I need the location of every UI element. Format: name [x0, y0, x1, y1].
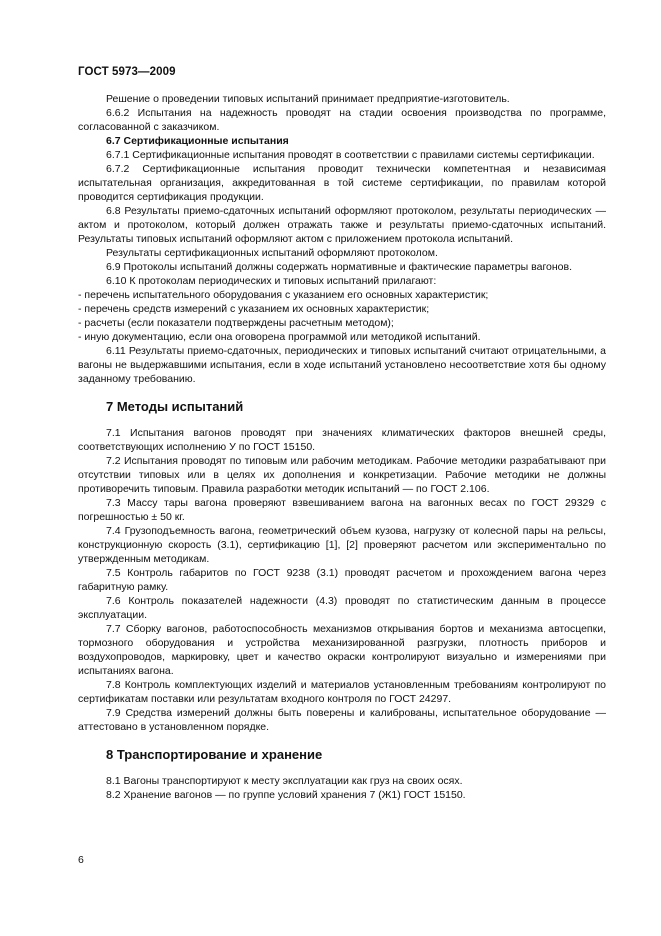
- paragraph: 8.2 Хранение вагонов — по группе условий хранения 7 (Ж1) ГОСТ 15150.: [106, 789, 466, 801]
- paragraph: 7.7 Сборку вагонов, работоспособность механизмов открывания бортов и механизма автосцепки, тормозного оборудования и устройства механизированной разгрузки, плотность приборов и воздухопроводов, маркировку, цвет и качество окраски контролируют визуально и измерениями при испытаниях вагона.: [78, 623, 606, 677]
- subsection-heading: 6.7 Сертификационные испытания: [106, 135, 289, 147]
- paragraph: 7.3 Массу тары вагона проверяют взвешиванием вагона на вагонных весах по ГОСТ 29329 с погрешностью ± 50 кг.: [78, 497, 606, 523]
- paragraph: 6.7.1 Сертификационные испытания проводят в соответствии с правилами системы сертификации.: [106, 149, 595, 161]
- section-7-title: 7 Методы испытаний: [106, 399, 244, 414]
- paragraph: Решение о проведении типовых испытаний принимает предприятие-изготовитель.: [106, 93, 510, 105]
- paragraph: 8.1 Вагоны транспортируют к месту эксплуатации как груз на своих осях.: [106, 775, 463, 787]
- paragraph: 7.8 Контроль комплектующих изделий и материалов установленным требованиям контролируют по сертификатам поставки или результатам входного контроля по ГОСТ 24297.: [78, 679, 606, 705]
- list-item: - перечень средств измерений с указанием их основных характеристик;: [78, 303, 430, 315]
- paragraph: 6.8 Результаты приемо-сдаточных испытаний оформляют протоколом, результаты периодических — актом и протоколом, который должен отражать также и результаты приемо-сдаточных испытаний. Результаты типовых испытаний оформляют актом с приложением протокола испытаний.: [78, 205, 606, 245]
- paragraph: 6.11 Результаты приемо-сдаточных, периодических и типовых испытаний считают отрицательными, а вагоны не выдержавшими испытания, если в ходе испытаний установлено несоответствие хотя бы одному заданному требованию.: [78, 345, 606, 385]
- paragraph: 7.1 Испытания вагонов проводят при значениях климатических факторов внешней среды, соответствующих исполнению У по ГОСТ 15150.: [78, 427, 606, 453]
- paragraph: 7.9 Средства измерений должны быть поверены и калиброваны, испытательное оборудование — аттестовано в установленном порядке.: [78, 707, 606, 733]
- section-8-title: 8 Транспортирование и хранение: [106, 747, 323, 762]
- paragraph: 7.2 Испытания проводят по типовым или рабочим методикам. Рабочие методики разрабатывают при отсутствии типовых или в целях их дополнения и конкретизации. Рабочие методики не должны противоречить типовым. Правила разработки методик испытаний — по ГОСТ 2.106.: [78, 455, 606, 495]
- paragraph: 6.6.2 Испытания на надежность проводят на стадии освоения производства по программе, согласованной с заказчиком.: [78, 107, 606, 133]
- paragraph: 6.7.2 Сертификационные испытания проводит технически компетентная и независимая испытательная организация, аккредитованная в той системе сертификации, по правилам которой проводится сертификация продукции.: [78, 163, 606, 203]
- paragraph: 6.9 Протоколы испытаний должны содержать нормативные и фактические параметры вагонов.: [106, 261, 573, 273]
- page-number: 6: [78, 854, 84, 866]
- paragraph: Результаты сертификационных испытаний оформляют протоколом.: [106, 247, 438, 259]
- list-item: - иную документацию, если она оговорена программой или методикой испытаний.: [78, 331, 481, 343]
- document-header: ГОСТ 5973—2009: [78, 66, 176, 78]
- paragraph: 7.4 Грузоподъемность вагона, геометрический объем кузова, нагрузку от колесной пары на рельсы, конструкционную скорость (3.1), сертификацию [1], [2] проверяют расчетом или экспериментально по утвержденным методикам.: [78, 525, 606, 565]
- document-body: [78, 92, 606, 802]
- paragraph: 7.5 Контроль габаритов по ГОСТ 9238 (3.1) проводят расчетом и прохождением вагона через габаритную рамку.: [78, 567, 606, 593]
- paragraph: 7.6 Контроль показателей надежности (4.3) проводят по статистическим данным в процессе эксплуатации.: [78, 595, 606, 621]
- list-item: - перечень испытательного оборудования с указанием его основных характеристик;: [78, 289, 489, 301]
- paragraph: 6.10 К протоколам периодических и типовых испытаний прилагают:: [106, 275, 437, 287]
- list-item: - расчеты (если показатели подтверждены расчетным методом);: [78, 317, 394, 329]
